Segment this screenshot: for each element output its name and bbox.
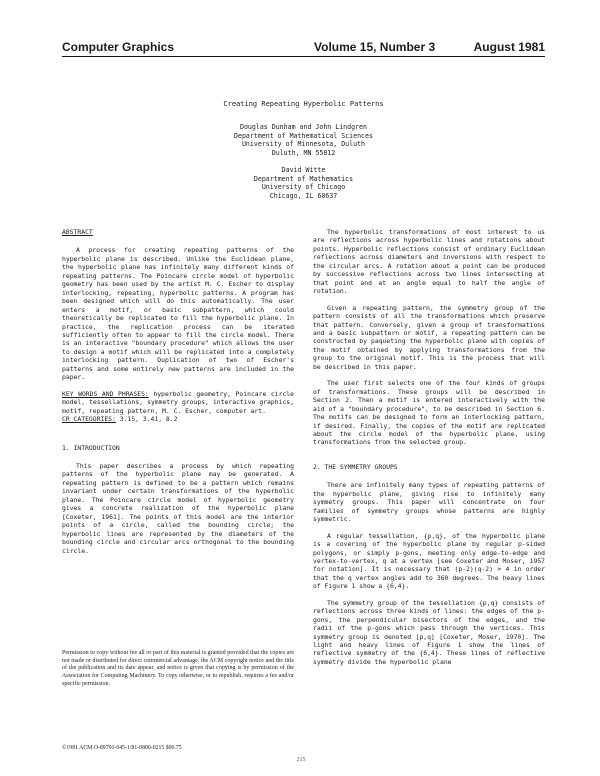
keywords-paragraph bbox=[62, 390, 294, 424]
introduction-text: This paper describes a process by which repeating patterns of the hyperbolic plane may be generated. A repeating pattern is defined to be a pattern which remains invariant under certain transformations of the hyperbolic plane. The Poincare circle model of hyperbolic geometry gives a concrete realization of the hyperbolic plane [Coxeter, 1961]. The points of this model are the interior points of a circle, called the bounding circle; the hyperbolic lines are represented by the diameters of the bounding circle and circular arcs orthogonal to the bounding circle. bbox=[62, 461, 294, 555]
publication-id: ©1981 ACM O-89791-045-1/81-0800-0215 $00.75 bbox=[62, 745, 182, 751]
permission-notice: Permission to copy without fee all or part of this material is granted provided that the copies are not made or distributed for direct commercial advantage, the ACM copyright notice and the title of the publication and its date appear, and notice is given that copying is by permission of the Association for Computing Machinery. To copy otherwise, or to republish, requires a fee and/or specific permission. bbox=[62, 650, 294, 687]
body-paragraph: The symmetry group of the tessellation {p,q} consists of reflections across three kinds of lines: the edges of the p-gons, the perpendicular bisectors of the edges, and the radii of the p-gons which pass through the vertices. This symmetry group is denoted [p,q] [Coxeter, Moser, 1970]. The light and heavy lines of Figure 1 show the lines of reflective symmetry of the {6,4}. These lines of reflective symmetry divide the hyperbolic plane bbox=[313, 598, 545, 666]
cr-categories-label: CR CATEGORIES: bbox=[62, 415, 116, 424]
author-block-1 bbox=[62, 123, 545, 157]
left-column bbox=[62, 228, 294, 563]
page-number: 215 bbox=[296, 757, 306, 763]
body-paragraph: A regular tessellation, {p,q}, of the hyperbolic plane is a covering of the hyperbolic plane by regular p-sided polygons, or simply p-gons, meeting only edge-to-edge and vertex-to-vertex, q at a vertex [see Coxeter and Moser, 1957 for notation]. It is necessary that (p-2)(q-2) > 4 in order that the q vertex angles add to 360 degrees. The heavy lines of Figure 1 show a {6,4}. bbox=[313, 531, 545, 591]
abstract-text: A process for creating repeating patterns of the hyperbolic plane is described. Unlike the Euclidean plane, the hyperbolic plane has infinitely many different kinds of repeating patterns. The Poincare circle model of hyperbolic geometry has been used by the artist M. C. Escher to display interlocking, repeating, hyperbolic patterns. A program has been designed which will do this automatically. The user enters a motif, or basic subpattern, which could theoretically be replicated to fill the hyperbolic plane. In practice, the replication process can be iterated sufficiently often to appear to fill the circle model. There is an interactive "boundary procedure" which allows the user to design a motif which will be replicated into a completely interlocking pattern. Duplication of two of Escher's patterns and some entirely new patterns are included in the paper. bbox=[62, 246, 294, 382]
author-line: Department of Mathematics bbox=[253, 174, 354, 183]
abstract-heading: ABSTRACT bbox=[62, 228, 93, 236]
introduction-heading: 1. INTRODUCTION bbox=[62, 443, 120, 452]
author-line: Chicago, IL 60637 bbox=[269, 191, 338, 200]
volume-info: Volume 15, Number 3 bbox=[314, 40, 436, 54]
author-line: Department of Mathematical Sciences bbox=[234, 131, 373, 140]
paper-title: Creating Repeating Hyperbolic Patterns bbox=[223, 100, 384, 108]
author-line: Douglas Dunham and John Lindgren bbox=[239, 123, 368, 131]
section-2-heading: 2. THE SYMMETRY GROUPS bbox=[313, 462, 398, 471]
journal-name: Computer Graphics bbox=[62, 40, 175, 54]
body-paragraph: The user first selects one of the four kinds of groups of transformations. These groups will be described in Section 2. Then a motif is entered interactively with the aid of a "boundary procedure", to be described in Section 6. The motifs can be designed to form an interlocking pattern, if desired. Finally, the copies of the motif are replicated about the circle model of the hyperbolic plane, using transformations from the selected group. bbox=[313, 379, 545, 447]
author-line: University of Minnesota, Duluth bbox=[241, 140, 366, 149]
body-paragraph: The hyperbolic transformations of most interest to us are reflections across hyperbolic lines and rotations about points. Hyperbolic reflections consist of ordinary Euclidean reflections across diameters and inversions with respect to the circular arcs. A rotation about a point can be produced by successive reflections across two lines intersecting at that point and at an angle equal to half the angle of rotation. bbox=[313, 228, 545, 296]
header-rule bbox=[62, 56, 545, 57]
cr-categories-text: 3.15, 3.41, 8.2 bbox=[119, 415, 178, 424]
author-line: David Witte bbox=[281, 166, 326, 174]
body-paragraph: There are infinitely many types of repeating patterns of the hyperbolic plane, giving rise to infinitely many symmetry groups. This paper will concentrate on four families of symmetry groups whose patterns are highly symmetric. bbox=[313, 481, 545, 524]
keywords-label: KEY WORDS AND PHRASES: bbox=[62, 389, 149, 398]
issue-date: August 1981 bbox=[473, 40, 545, 54]
author-block-2 bbox=[62, 166, 545, 200]
running-header bbox=[62, 40, 545, 56]
right-column bbox=[313, 228, 545, 674]
author-line: University of Chicago bbox=[261, 183, 346, 192]
body-paragraph: Given a repeating pattern, the symmetry group of the pattern consists of all the transformations which preserve that pattern. Conversely, given a group of transformations and a basic subpattern or motif, a repeating pattern can be constructed by paqueting the hyperbolic plane with copies of the motif obtained by applying transformations from the group to the original motif. This is the process that will be described in this paper. bbox=[313, 303, 545, 371]
author-line: Duluth, MN 55812 bbox=[271, 148, 336, 157]
keywords-text: hyperbolic geometry, Poincare circle model, tessellations, symmetry groups, interactive graphics, motif, repeating pattern, M. C. Escher, computer art. bbox=[62, 389, 294, 415]
